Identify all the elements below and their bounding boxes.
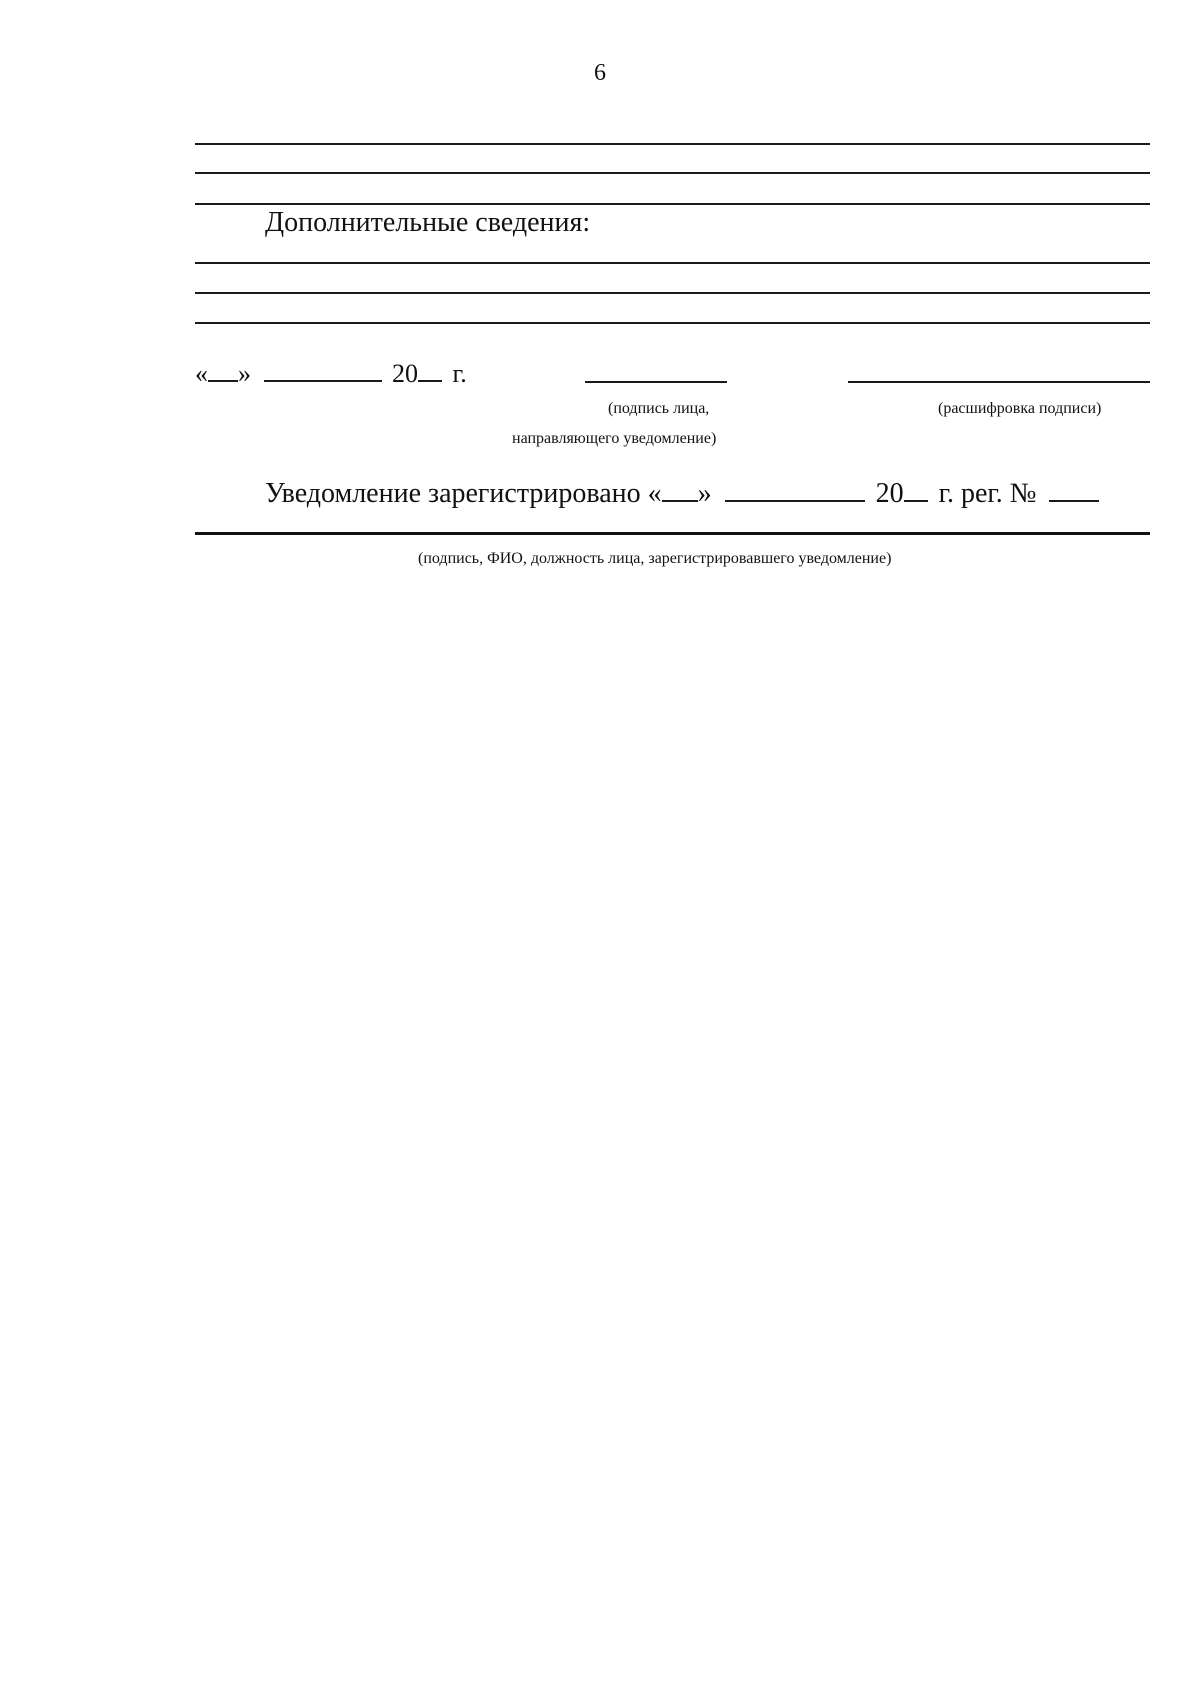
additional-line-3: [195, 322, 1150, 324]
date-year-suffix: г.: [452, 359, 467, 388]
additional-line-2: [195, 292, 1150, 294]
signature-decode-caption: (расшифровка подписи): [938, 400, 1102, 417]
blank-line-2: [195, 172, 1150, 174]
registration-year-prefix: 20: [875, 478, 904, 509]
registration-row: [265, 478, 1099, 510]
registration-year-suffix: г. рег. №: [938, 478, 1037, 509]
date-month-blank: [264, 358, 382, 382]
additional-info-heading: Дополнительные сведения:: [265, 207, 591, 238]
registration-close-quote: »: [697, 478, 712, 509]
blank-line-1: [195, 143, 1150, 145]
registrar-caption: (подпись, ФИО, должность лица, зарегистрировавшего уведомление): [418, 550, 892, 567]
signature-caption-line1: (подпись лица,: [608, 400, 710, 417]
registrar-signature-line: [195, 532, 1150, 535]
date-close-quote: »: [238, 359, 251, 388]
signature-caption-line2: направляющего уведомление): [512, 430, 717, 447]
date-year-blank: [418, 358, 442, 382]
date-open-quote: «: [195, 359, 208, 388]
registration-month-blank: [725, 478, 865, 502]
registration-number-blank: [1049, 478, 1099, 502]
signature-line: [585, 381, 727, 383]
page-number: 6: [594, 60, 606, 86]
date-day-blank: [208, 358, 238, 382]
date-field: [195, 358, 467, 389]
date-year-prefix: 20: [392, 359, 418, 388]
blank-line-3: [195, 203, 1150, 205]
registration-label: Уведомление зарегистрировано «: [265, 478, 662, 509]
registration-year-blank: [904, 478, 928, 502]
registration-day-blank: [662, 478, 698, 502]
additional-line-1: [195, 262, 1150, 264]
signature-decode-line: [848, 381, 1150, 383]
